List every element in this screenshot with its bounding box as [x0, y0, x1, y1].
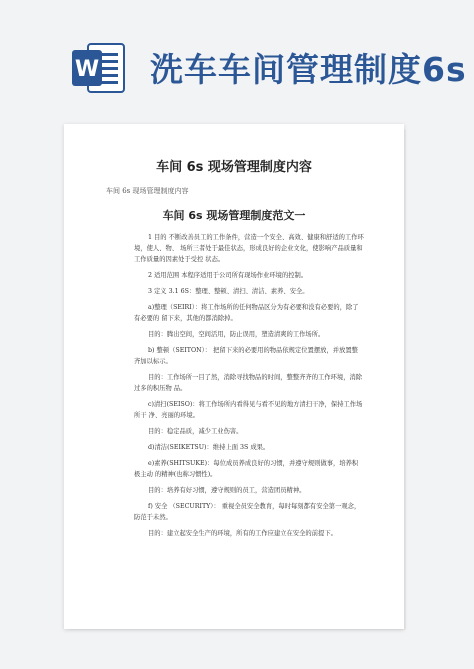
paragraph: 目的：培养有好习惯，遵守规则的员工，营造团员精神。	[148, 487, 306, 494]
paragraph: 3 定义 3.1 6S：整理、整顿、清扫、清洁、素养、安全。	[148, 288, 309, 295]
paragraph: 1 目的 不断改善员工的工作条件，营造一个安全、高效、健康和舒适的工作环境，使人、物、 场所三者处于最佳状态，形成良好的企业文化，使影响产品质量和工作质量的因素处于受控 状态。	[134, 234, 364, 263]
paragraph: 2 适用范围 本程序适用于公司所有现场作业环境的控制。	[148, 272, 308, 279]
document-subline: 车间 6s 现场管理制度内容	[106, 187, 189, 195]
paragraph: e)素养(SHITSUKE)：每位成员养成良好的习惯，并遵守规则做事，培养积极主动 的精神(也称习惯性)。	[134, 460, 359, 478]
paragraph: 目的：建立起安全生产的环境，所有的工作应建立在安全的前提下。	[148, 530, 337, 537]
paragraph: d)清洁(SEIKETSU)：维持上面 3S 成果。	[148, 444, 270, 451]
paragraph: a)整理（SEIRI）：将工作场所的任何物品区分为有必要和没有必要的，除了有必要的 留下来，其他的都消除掉。	[134, 304, 359, 322]
word-icon	[70, 40, 126, 96]
paragraph: c)清扫(SEISO)：将工作场所内看得见与看不见的地方清扫干净，保持工作场所干 净、亮丽的环境。	[134, 401, 363, 419]
document-body	[134, 232, 364, 544]
word-icon-letter: W	[74, 57, 100, 82]
document-title: 车间 6s 现场管理制度内容	[156, 160, 312, 175]
paragraph: f) 安全 （SECURITY）： 重视全员安全教育，每时每刻都有安全第一观念，防范于未然。	[134, 503, 361, 521]
paragraph: 目的：工作场所一目了然，消除寻找物品的时间，整整齐齐的工作环境，消除过多的积压物 品。	[134, 374, 363, 392]
document-heading: 车间 6s 现场管理制度范文一	[162, 209, 306, 222]
banner-title: 洗车车间管理制度6s	[150, 50, 467, 89]
document-page	[64, 124, 404, 629]
banner	[0, 0, 474, 118]
paragraph: b) 整顿（SEITON）： 把留下来的必要用的物品依规定位置摆放，并放置整齐加以标示。	[134, 347, 358, 365]
paragraph: 目的：腾出空间，空间活用，防止误用，塑造清爽的工作场所。	[148, 331, 325, 338]
paragraph: 目的：稳定品质，减少工业伤害。	[148, 428, 243, 435]
